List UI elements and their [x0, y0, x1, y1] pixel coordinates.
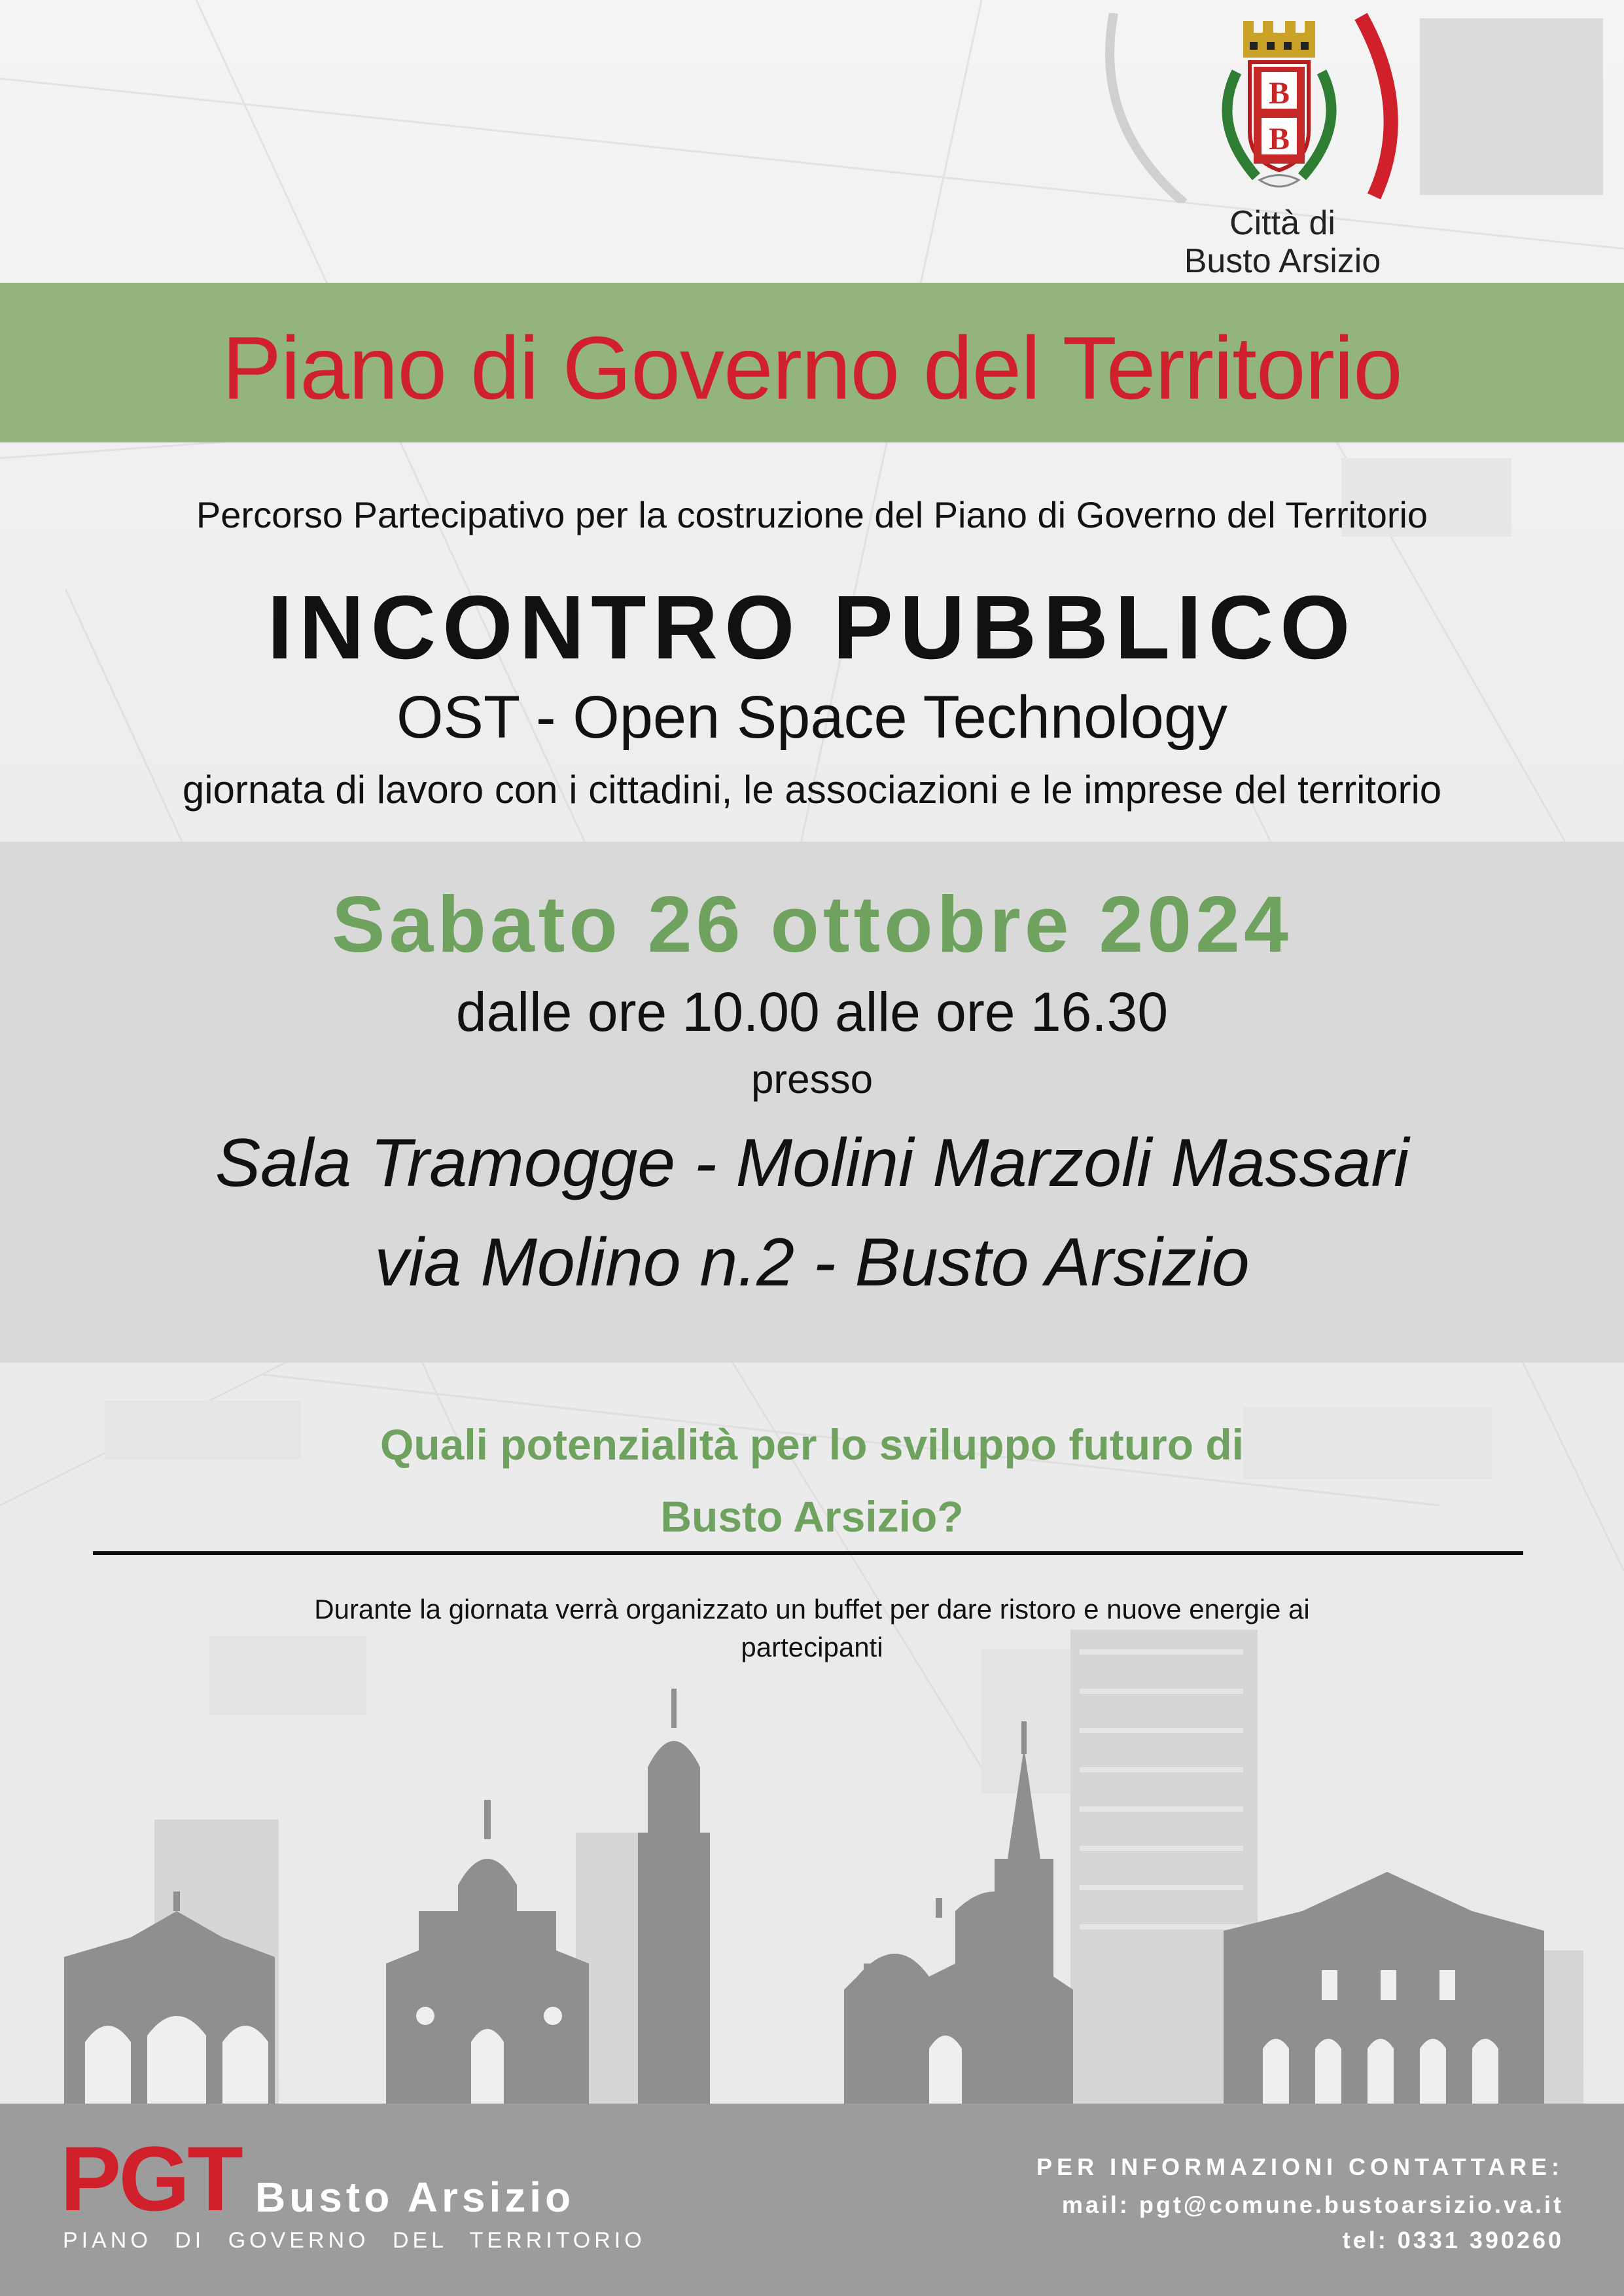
city-label	[1152, 204, 1413, 280]
event-date: Sabato 26 ottobre 2024	[332, 880, 1292, 969]
contact-title: PER INFORMAZIONI CONTATTARE:	[1036, 2153, 1564, 2180]
pgt-city: Busto Arsizio	[255, 2174, 575, 2221]
headline: INCONTRO PUBBLICO	[267, 577, 1357, 678]
event-address: via Molino n.2 - Busto Arsizio	[374, 1225, 1250, 1300]
event-presso: presso	[750, 1057, 874, 1102]
event-venue: Sala Tramogge - Molini Marzoli Massari	[215, 1125, 1409, 1201]
question-line1: Quali potenzialità per lo sviluppo futuro di	[380, 1420, 1244, 1469]
pgt-full-name: PIANO DI GOVERNO DEL TERRITORIO	[63, 2228, 646, 2253]
contact-mail[interactable]: mail: pgt@comune.bustoarsizio.va.it	[1061, 2191, 1564, 2218]
event-description: giornata di lavoro con i cittadini, le associazioni e le imprese del territorio	[182, 768, 1442, 812]
crest-letter-top: B	[1268, 76, 1290, 111]
buffet-line1: Durante la giornata verrà organizzato un buffet per dare ristoro e nuove energie ai	[314, 1594, 1310, 1624]
page-title: Piano di Governo del Territorio	[222, 318, 1402, 418]
logo-gray-panel	[1420, 18, 1603, 195]
event-type: OST - Open Space Technology	[396, 684, 1228, 751]
title-band	[0, 283, 1624, 442]
contact-tel[interactable]: tel: 0331 390260	[1342, 2227, 1564, 2253]
pgt-logo: PGT	[60, 2127, 241, 2230]
subtitle: Percorso Partecipativo per la costruzione del Piano di Governo del Territorio	[196, 494, 1428, 535]
city-coat-of-arms-icon	[1197, 13, 1361, 203]
buffet-line2: partecipanti	[741, 1632, 883, 1662]
city-skyline-illustration	[0, 1623, 1624, 2108]
city-label-line2: Busto Arsizio	[1184, 242, 1381, 280]
crest-letter-bottom: B	[1268, 122, 1290, 156]
city-label-line1: Città di	[1229, 204, 1335, 242]
event-hours: dalle ore 10.00 alle ore 16.30	[455, 981, 1169, 1043]
divider	[93, 1551, 1523, 1555]
question-line2: Busto Arsizio?	[660, 1492, 964, 1541]
question	[0, 1408, 1624, 1552]
